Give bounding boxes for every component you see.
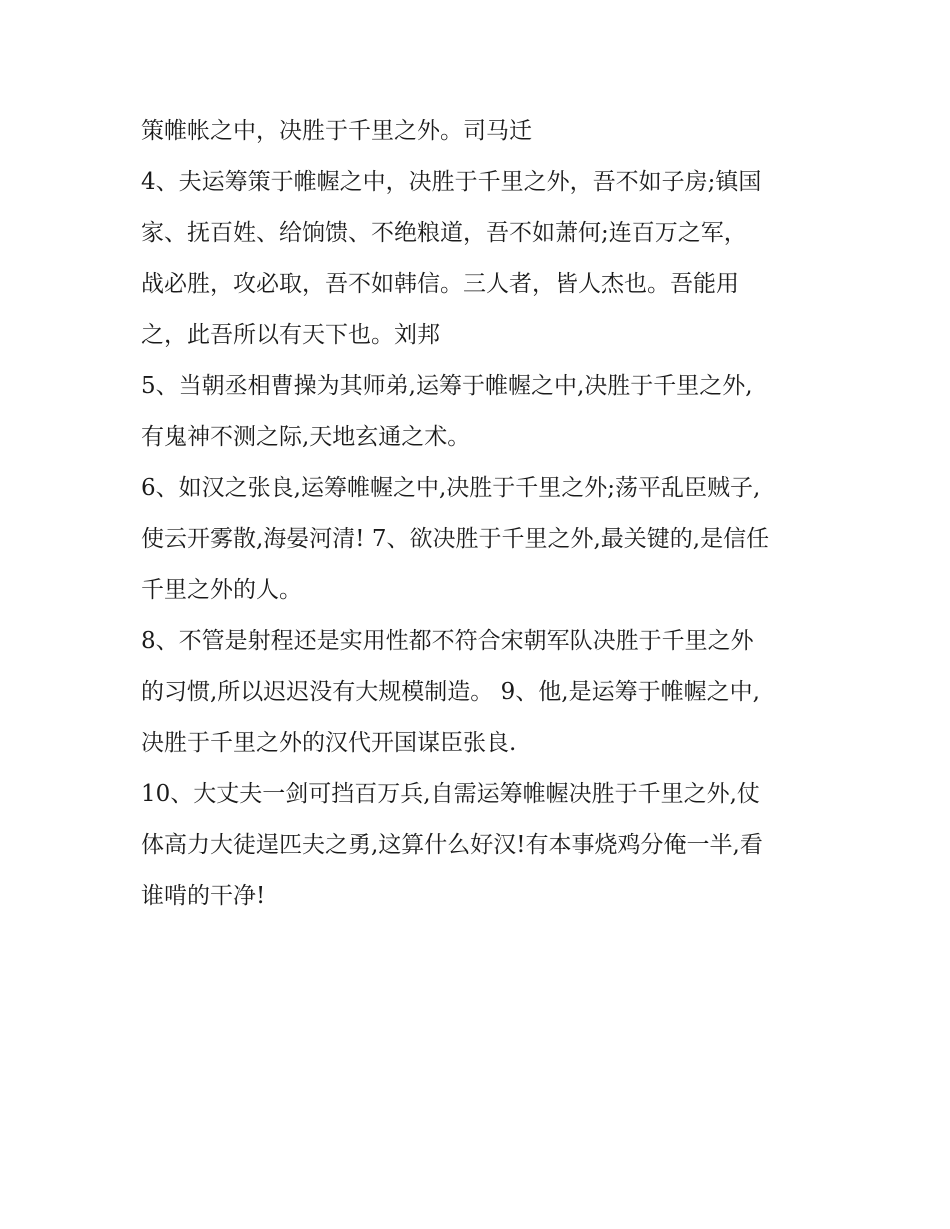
text-line: 谁啃的干净!	[141, 883, 266, 909]
text-line: 战必胜，攻必取，吾不如韩信。三人者，皆人杰也。吾能用	[141, 271, 739, 297]
text-line: 决胜于千里之外的汉代开国谋臣张良.	[141, 730, 517, 756]
text-line: 体高力大徒逞匹夫之勇,这算什么好汉!有本事烧鸡分俺一半,看	[141, 832, 763, 858]
paragraph-item-4	[141, 157, 821, 361]
text-line: 5、当朝丞相曹操为其师弟,运筹于帷幄之中,决胜于千里之外,	[141, 373, 753, 399]
paragraph-sima-qian	[141, 106, 821, 157]
text-line: 之，此吾所以有天下也。刘邦	[141, 322, 440, 348]
paragraph-item-5	[141, 361, 821, 463]
paragraph-item-6-7	[141, 463, 821, 616]
text-line: 千里之外的人。	[141, 577, 302, 603]
paragraph-item-10	[141, 769, 821, 922]
text-line: 10、大丈夫一剑可挡百万兵,自需运筹帷幄决胜于千里之外,仗	[141, 781, 760, 807]
text-line: 8、不管是射程还是实用性都不符合宋朝军队决胜于千里之外	[141, 628, 754, 654]
text-line: 有鬼神不测之际,天地玄通之术。	[141, 424, 471, 450]
text-line: 4、夫运筹策于帷幄之中，决胜于千里之外，吾不如子房;镇国	[141, 169, 762, 195]
text-line: 的习惯,所以迟迟没有大规模制造。 9、他,是运筹于帷幄之中,	[141, 679, 760, 705]
document-body	[141, 106, 821, 922]
text-line: 6、如汉之张良,运筹帷幄之中,决胜于千里之外;荡平乱臣贼子,	[141, 475, 761, 501]
text-line: 家、抚百姓、给饷馈、不绝粮道，吾不如萧何;连百万之军，	[141, 220, 747, 246]
text-line: 使云开雾散,海晏河清! 7、欲决胜于千里之外,最关键的,是信任	[141, 526, 770, 552]
text-line: 策帷帐之中，决胜于千里之外。司马迁	[141, 118, 532, 144]
paragraph-item-8-9	[141, 616, 821, 769]
